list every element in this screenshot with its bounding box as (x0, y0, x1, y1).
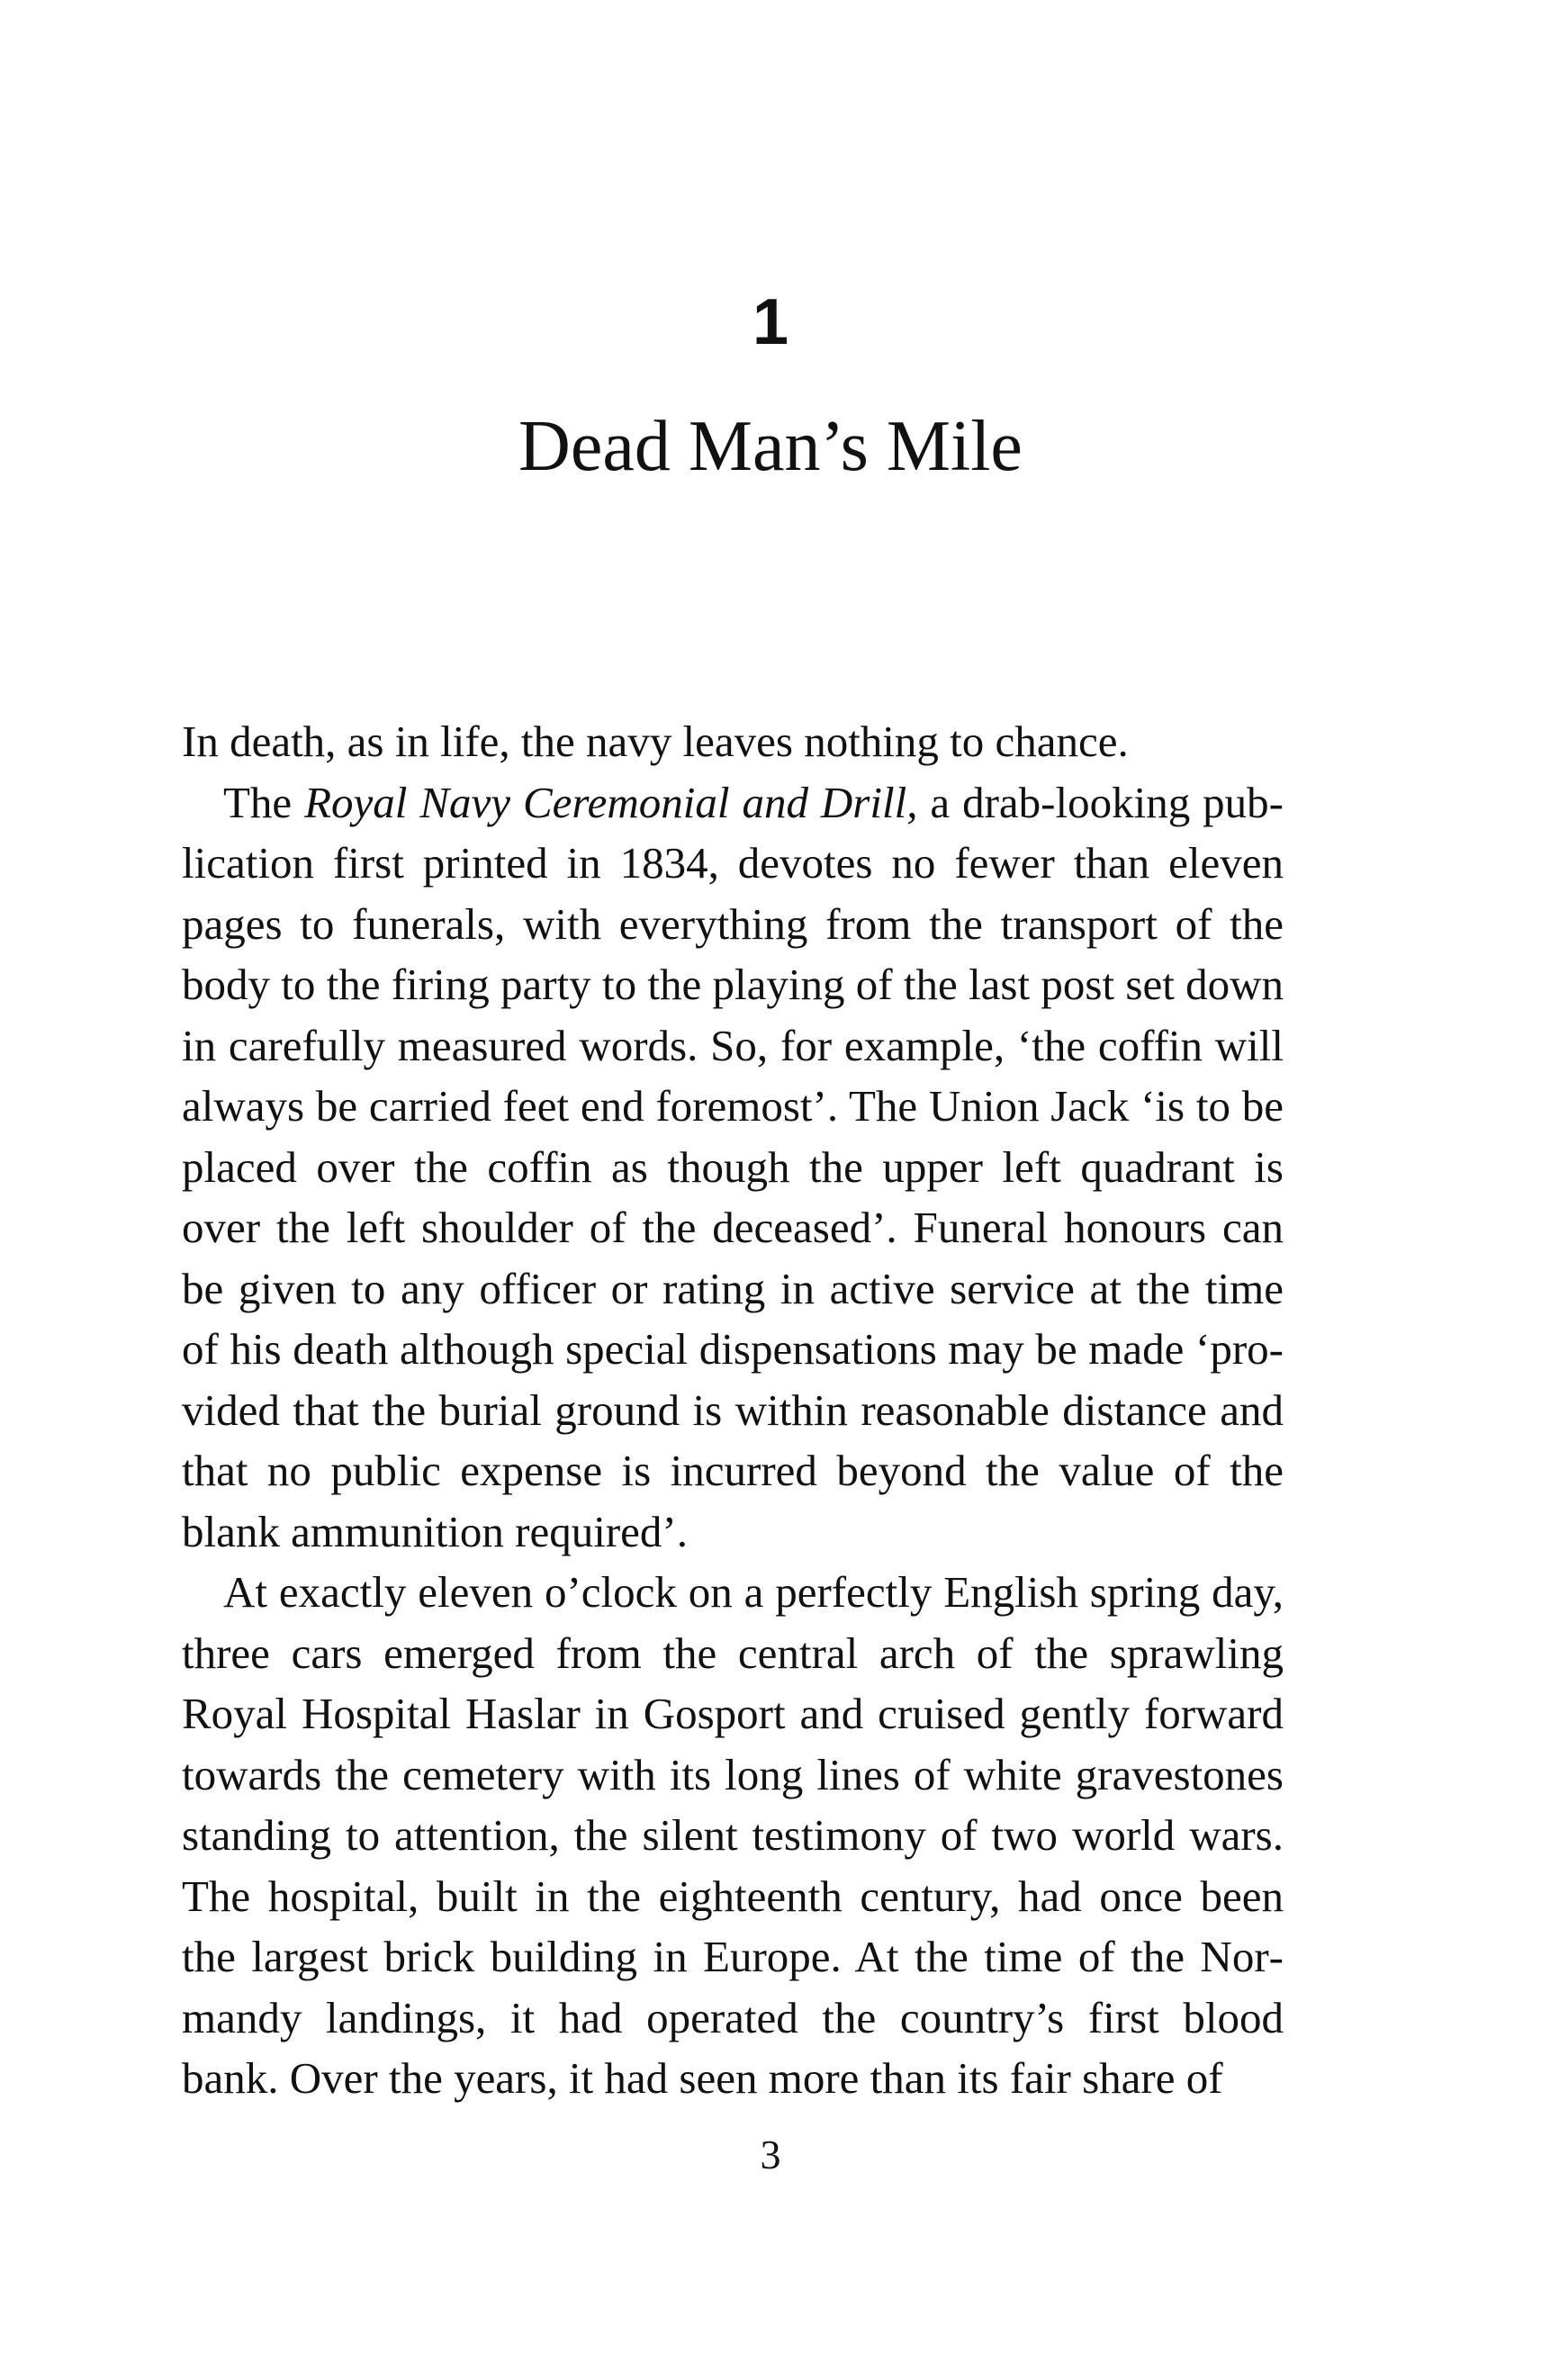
publication-title: Royal Navy Ceremonial and Drill, (304, 777, 918, 827)
chapter-number: 1 (752, 286, 789, 358)
chapter-body (182, 711, 1284, 2109)
paragraph-1: In death, as in life, the navy leaves nothing to chance. (182, 717, 1129, 766)
chapter-title: Dead Man’s Mile (518, 407, 1023, 486)
paragraph-2-lead: The (223, 777, 305, 827)
paragraph-2 (182, 772, 1284, 1563)
paragraph-2-rest: a drab-looking publication first printed in 1834, devotes no fewer than eleven pages to funerals, with everything from the transport of the body to the firing party to the playing of the last post set down in carefully measured words. So, for example, ‘the coffin will always be carried feet end foremost’. The Union Jack ‘is to be placed over the coffin as though the upper left quadrant is over the left shoulder of the deceased’. Funeral honours can be given to any officer or rating in active service at the time of his death although special dispensations may be made ‘provided that the burial ground is within reasonable distance and that no public expense is incurred beyond the value of the blank ammunition required’. (182, 777, 1284, 1556)
paragraph-3: At exactly eleven o’clock on a perfectly English spring day, three cars emerged from the central arch of the sprawling Royal Hospital Haslar in Gosport and cruised gently forward towards the cemetery with its long lines of white gravestones standing to attention, the silent testimony of two world wars. The hospital, built in the eighteenth century, had once been the largest brick building in Europe. At the time of the Normandy landings, it had operated the country’s first blood bank. Over the years, it had seen more than its fair share of (182, 1567, 1284, 2103)
page-number: 3 (760, 2132, 781, 2177)
